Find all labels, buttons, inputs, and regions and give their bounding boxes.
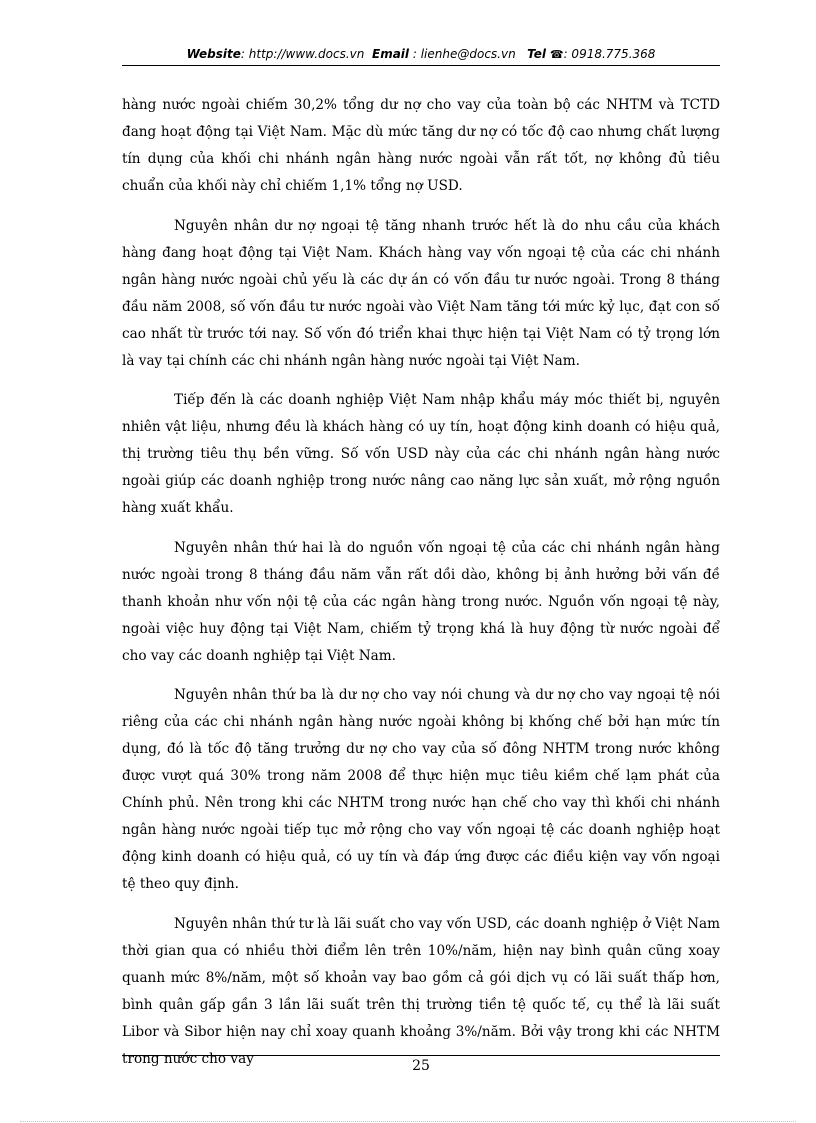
paragraph-3: Tiếp đến là các doanh nghiệp Việt Nam nhập khẩu máy móc thiết bị, nguyên nhiên vật liệu, nhưng đều là khách hàng có uy tín, hoạt động kinh doanh có hiệu quả, thị trường tiêu thụ bền vững. Số vốn USD này của các chi nhánh ngân hàng nước ngoài giúp các doanh nghiệp trong nước nâng cao năng lực sản xuất, mở rộng nguồn hàng xuất khẩu. <box>122 392 720 516</box>
website-label: Website <box>186 47 241 61</box>
telephone-icon: ☎ <box>549 48 564 61</box>
tel-value: : 0918.775.368 <box>563 47 656 61</box>
page-number: 25 <box>412 1058 430 1074</box>
page-header <box>122 47 720 66</box>
tel-label: Tel <box>527 47 547 61</box>
paragraph-4: Nguyên nhân thứ hai là do nguồn vốn ngoại tệ của các chi nhánh ngân hàng nước ngoài trong 8 tháng đầu năm vẫn rất dồi dào, không bị ảnh hưởng bởi vấn đề thanh khoản như vốn nội tệ của các ngân hàng trong nước. Nguồn vốn ngoại tệ này, ngoài việc huy động tại Việt Nam, chiếm tỷ trọng khá là huy động từ nước ngoài để cho vay các doanh nghiệp tại Việt Nam. <box>122 539 720 664</box>
website-value: : http://www.docs.vn <box>240 47 365 61</box>
email-value: : lienhe@docs.vn <box>412 47 516 61</box>
email-label: Email <box>372 47 410 61</box>
page-edge-divider <box>20 1121 796 1122</box>
footer-divider <box>122 1055 720 1056</box>
paragraph-6: Nguyên nhân thứ tư là lãi suất cho vay vốn USD, các doanh nghiệp ở Việt Nam thời gian qua có nhiều thời điểm lên trên 10%/năm, hiện nay bình quân cũng xoay quanh mức 8%/năm, một số khoản vay bao gồm cả gói dịch vụ có lãi suất thấp hơn, bình quân gấp gần 3 lần lãi suất trên thị trường tiền tệ quốc tế, cụ thể là lãi suất Libor và Sibor hiện nay chỉ xoay quanh khoảng 3%/năm. Bởi vậy trong khi các NHTM trong nước cho vay <box>122 915 720 1067</box>
paragraph-1: hàng nước ngoài chiếm 30,2% tổng dư nợ cho vay của toàn bộ các NHTM và TCTD đang hoạt động tại Việt Nam. Mặc dù mức tăng dư nợ có tốc độ cao nhưng chất lượng tín dụng của khối chi nhánh ngân hàng nước ngoài vẫn rất tốt, nợ không đủ tiêu chuẩn của khối này chỉ chiếm 1,1% tổng nợ USD. <box>122 97 720 194</box>
document-body <box>122 92 720 1085</box>
paragraph-2: Nguyên nhân dư nợ ngoại tệ tăng nhanh trước hết là do nhu cầu của khách hàng đang hoạt động tại Việt Nam. Khách hàng vay vốn ngoại tệ của các chi nhánh ngân hàng nước ngoài chủ yếu là các dự án có vốn đầu tư nước ngoài. Trong 8 tháng đầu năm 2008, số vốn đầu tư nước ngoài vào Việt Nam tăng tới mức kỷ lục, đạt con số cao nhất từ trước tới nay. Số vốn đó triển khai thực hiện tại Việt Nam có tỷ trọng lớn là vay tại chính các chi nhánh ngân hàng nước ngoài tại Việt Nam. <box>122 217 720 369</box>
paragraph-5: Nguyên nhân thứ ba là dư nợ cho vay nói chung và dư nợ cho vay ngoại tệ nói riêng của các chi nhánh ngân hàng nước ngoài không bị khống chế bởi hạn mức tín dụng, đó là tốc độ tăng trưởng dư nợ cho vay của số đông NHTM trong nước không được vượt quá 30% trong năm 2008 để thực hiện mục tiêu kiềm chế lạm phát của Chính phủ. Nên trong khi các NHTM trong nước hạn chế cho vay thì khối chi nhánh ngân hàng nước ngoài tiếp tục mở rộng cho vay vốn ngoại tệ các doanh nghiệp hoạt động kinh doanh có hiệu quả, có uy tín và đáp ứng được các điều kiện vay vốn ngoại tệ theo quy định. <box>122 687 720 892</box>
